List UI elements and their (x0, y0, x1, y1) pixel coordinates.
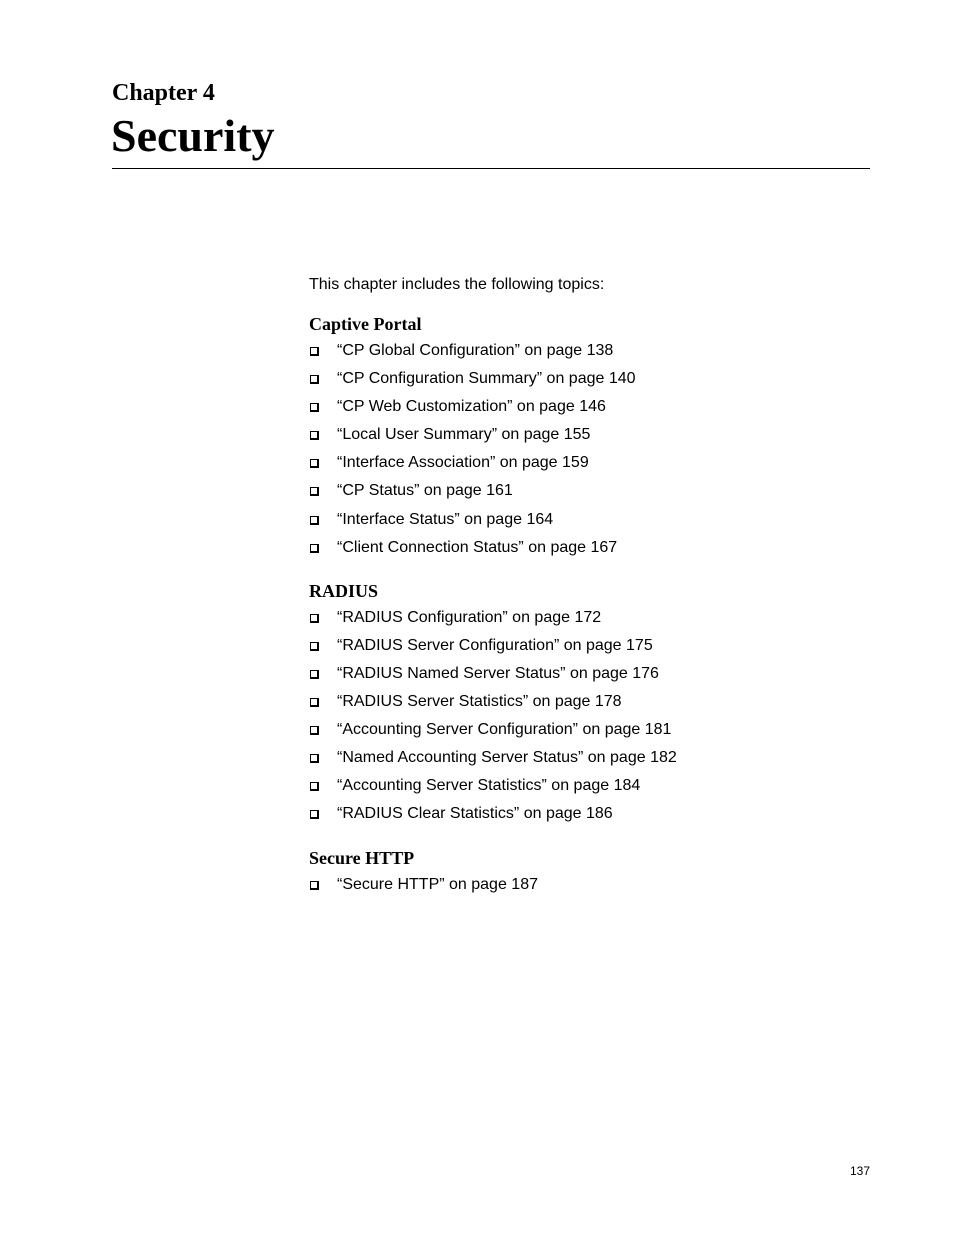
topic-item[interactable] (309, 480, 869, 508)
chapter-title: Security (111, 110, 275, 161)
hollow-square-icon (310, 642, 319, 651)
title-divider (112, 168, 870, 169)
hollow-square-icon (310, 516, 319, 525)
hollow-square-icon (310, 459, 319, 468)
hollow-square-icon (310, 881, 319, 890)
hollow-square-icon (310, 487, 319, 496)
topic-item[interactable] (309, 747, 869, 775)
topic-item[interactable] (309, 424, 869, 452)
topic-link[interactable]: “CP Web Customization” on page 146 (337, 398, 606, 416)
topic-list (309, 340, 869, 565)
section-heading: RADIUS (309, 580, 379, 601)
hollow-square-icon (310, 698, 319, 707)
topic-item[interactable] (309, 607, 869, 635)
topic-link[interactable]: “CP Configuration Summary” on page 140 (337, 370, 636, 388)
topic-item[interactable] (309, 874, 869, 902)
topic-link[interactable]: “Interface Status” on page 164 (337, 510, 554, 528)
topic-item[interactable] (309, 663, 869, 691)
topic-link[interactable]: “Interface Association” on page 159 (337, 454, 589, 472)
hollow-square-icon (310, 347, 319, 356)
topic-link[interactable]: “RADIUS Configuration” on page 172 (337, 608, 602, 626)
hollow-square-icon (310, 726, 319, 735)
topic-item[interactable] (309, 368, 869, 396)
section-heading: Captive Portal (309, 314, 422, 334)
section-secure-http (309, 846, 869, 902)
topic-link[interactable]: “CP Status” on page 161 (337, 482, 513, 500)
hollow-square-icon (310, 375, 319, 384)
topic-link[interactable]: “Accounting Server Statistics” on page 184 (337, 777, 641, 795)
topic-item[interactable] (309, 509, 869, 537)
topic-link[interactable]: “Accounting Server Configuration” on page 181 (337, 721, 672, 739)
hollow-square-icon (310, 782, 319, 791)
hollow-square-icon (310, 614, 319, 623)
topics-content (309, 274, 869, 916)
topic-link[interactable]: “RADIUS Clear Statistics” on page 186 (337, 805, 613, 823)
hollow-square-icon (310, 670, 319, 679)
page-number: 137 (849, 1164, 870, 1178)
topic-link[interactable]: “Client Connection Status” on page 167 (337, 538, 618, 556)
topic-list (309, 874, 869, 902)
topic-link[interactable]: “RADIUS Server Configuration” on page 175 (337, 636, 653, 654)
topic-item[interactable] (309, 719, 869, 747)
topic-link[interactable]: “Local User Summary” on page 155 (337, 426, 591, 444)
topic-link[interactable]: “Secure HTTP” on page 187 (337, 875, 538, 893)
section-captive-portal (309, 312, 869, 565)
hollow-square-icon (310, 403, 319, 412)
intro-text: This chapter includes the following topics: (309, 276, 605, 293)
topic-item[interactable] (309, 635, 869, 663)
topic-link[interactable]: “CP Global Configuration” on page 138 (337, 342, 614, 359)
topic-item[interactable] (309, 775, 869, 803)
topic-list (309, 607, 869, 832)
topic-link[interactable]: “RADIUS Server Statistics” on page 178 (337, 693, 622, 711)
topic-item[interactable] (309, 537, 869, 565)
topic-item[interactable] (309, 452, 869, 480)
topic-link[interactable]: “RADIUS Named Server Status” on page 176 (337, 664, 659, 682)
hollow-square-icon (310, 431, 319, 440)
hollow-square-icon (310, 754, 319, 763)
topic-item[interactable] (309, 340, 869, 368)
hollow-square-icon (310, 810, 319, 819)
section-heading: Secure HTTP (309, 847, 415, 868)
chapter-label: Chapter 4 (112, 80, 215, 106)
topic-link[interactable]: “Named Accounting Server Status” on page 182 (337, 749, 677, 767)
hollow-square-icon (310, 544, 319, 553)
topic-item[interactable] (309, 396, 869, 424)
topic-item[interactable] (309, 691, 869, 719)
topic-item[interactable] (309, 803, 869, 831)
section-radius (309, 579, 869, 832)
